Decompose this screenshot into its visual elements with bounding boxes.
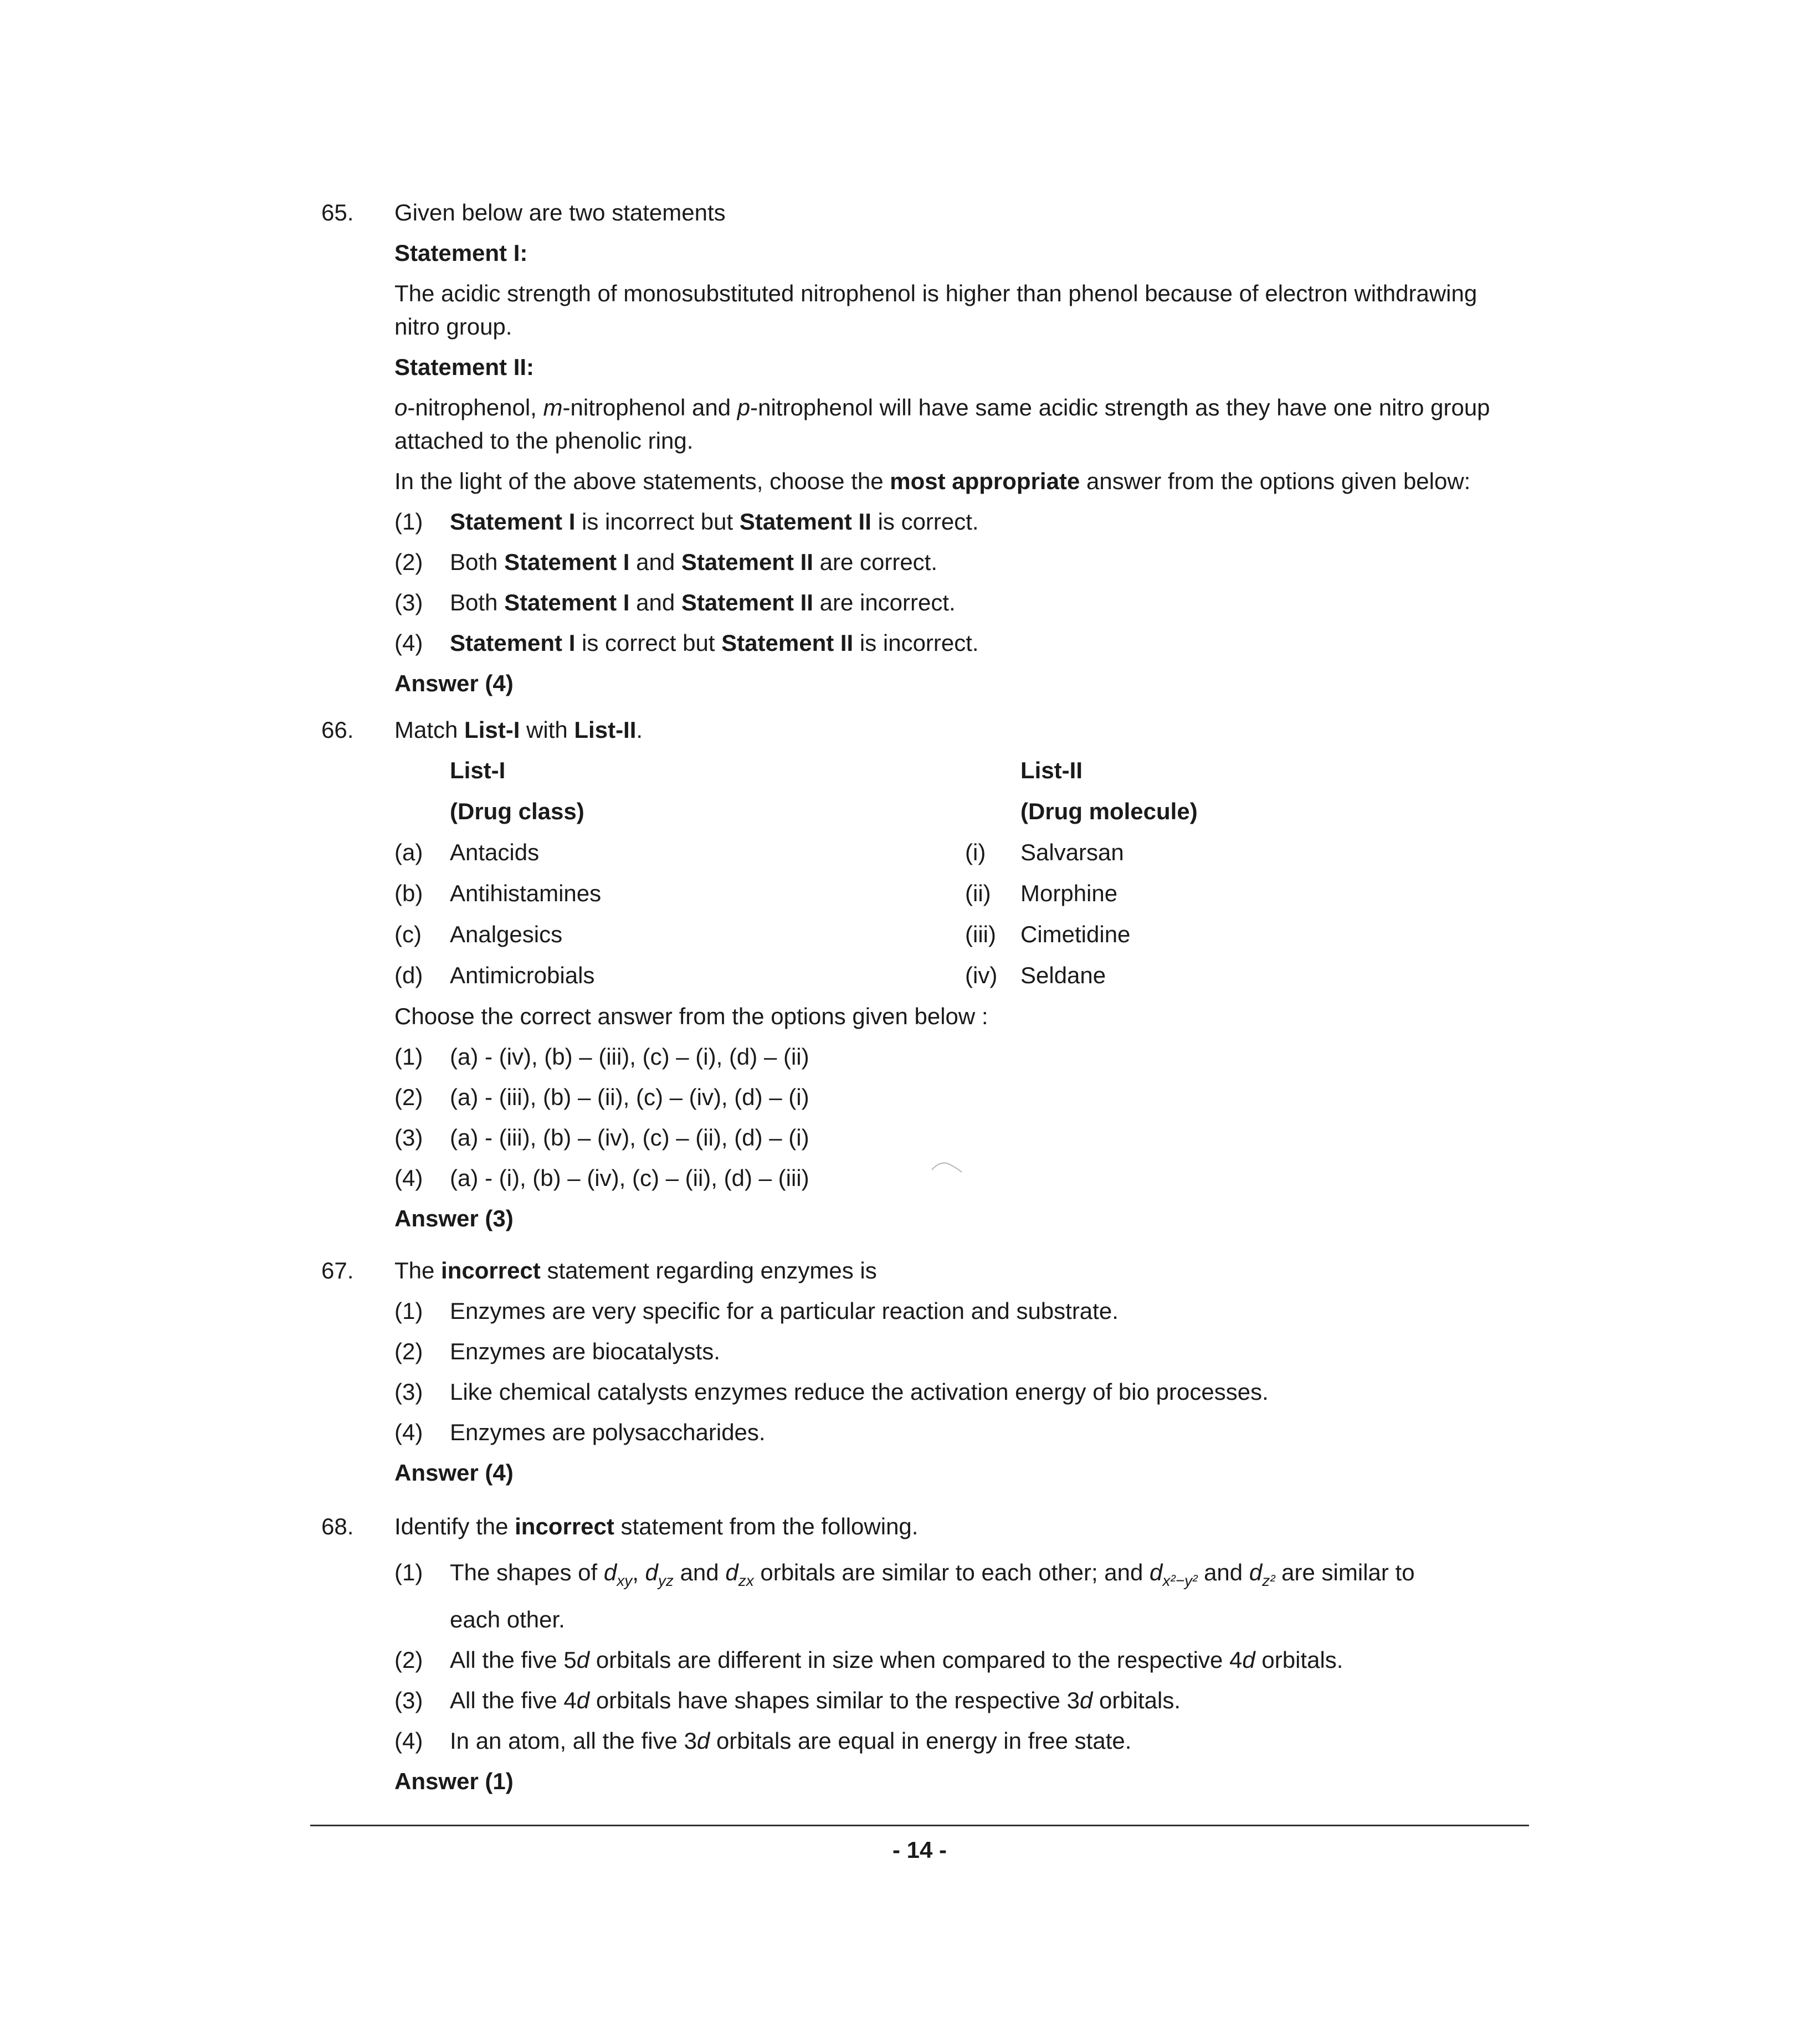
question-68 bbox=[321, 1510, 1540, 1798]
option-1: (1) (a) - (iv), (b) – (iii), (c) – (i), (d) – (ii) bbox=[394, 1044, 809, 1070]
question-number: 68. bbox=[321, 1513, 354, 1539]
list-2-item: Salvarsan bbox=[1020, 839, 1124, 865]
statement-2-text-cont: attached to the phenolic ring. bbox=[394, 428, 694, 454]
list-1-item: Antimicrobials bbox=[450, 962, 595, 988]
scan-mark-decoration bbox=[931, 1158, 964, 1174]
option-1: (1) Enzymes are very specific for a particular reaction and substrate. bbox=[394, 1298, 1119, 1324]
list-1-label: (a) bbox=[394, 839, 423, 865]
option-4: (4) In an atom, all the five 3d orbitals are equal in energy in free state. bbox=[394, 1728, 1132, 1754]
question-stem: Given below are two statements bbox=[394, 199, 726, 225]
option-4: (4) (a) - (i), (b) – (iv), (c) – (ii), (d) – (iii) bbox=[394, 1165, 809, 1191]
option-1: (1) The shapes of $d_{xy}$, $d_{yz}$ and $d_{zx}$ orbitals are similar to each other; and $d_{x^2-y^2}$ and $d_{z^2}$ are similar to bbox=[394, 1559, 1415, 1589]
list-2-label: (i) bbox=[965, 839, 986, 865]
list-1-item: Antacids bbox=[450, 839, 540, 865]
list-1-label: (b) bbox=[394, 880, 423, 906]
list-1-subheading: (Drug class) bbox=[450, 798, 584, 824]
list-1-label: (d) bbox=[394, 962, 423, 988]
option-1: (1) Statement I is incorrect but Statement II is correct. bbox=[394, 509, 979, 535]
option-4: (4) Enzymes are polysaccharides. bbox=[394, 1419, 766, 1445]
answer: Answer (1) bbox=[394, 1768, 514, 1794]
option-2: (2) (a) - (iii), (b) – (ii), (c) – (iv), (d) – (i) bbox=[394, 1084, 809, 1110]
match-table bbox=[394, 754, 1540, 1000]
list-2-item: Morphine bbox=[1020, 880, 1118, 906]
option-3: (3) All the five 4d orbitals have shapes similar to the respective 3d orbitals. bbox=[394, 1687, 1181, 1713]
list-2-item: Cimetidine bbox=[1020, 921, 1131, 947]
question-number: 67. bbox=[321, 1257, 354, 1283]
list-2-label: (iv) bbox=[965, 962, 998, 988]
list-2-label: (ii) bbox=[965, 880, 991, 906]
question-number: 66. bbox=[321, 717, 354, 743]
statement-1-text-cont: nitro group. bbox=[394, 314, 512, 340]
list-1-item: Analgesics bbox=[450, 921, 563, 947]
statement-2-label: Statement II: bbox=[394, 354, 535, 380]
answer: Answer (3) bbox=[394, 1205, 514, 1231]
statement-1-label: Statement I: bbox=[394, 240, 528, 266]
list-2-item: Seldane bbox=[1020, 962, 1106, 988]
answer: Answer (4) bbox=[394, 1460, 514, 1486]
option-1-cont: each other. bbox=[450, 1606, 565, 1632]
question-stem: The incorrect statement regarding enzymes is bbox=[394, 1257, 877, 1283]
list-1-label: (c) bbox=[394, 921, 422, 947]
question-stem: Match List-I with List-II. bbox=[394, 717, 643, 743]
question-prompt: In the light of the above statements, choose the most appropriate answer from the options given below: bbox=[394, 468, 1471, 494]
list-2-label: (iii) bbox=[965, 921, 996, 947]
list-1-item: Antihistamines bbox=[450, 880, 602, 906]
question-prompt: Choose the correct answer from the options given below : bbox=[394, 1003, 988, 1029]
statement-2-text: o-nitrophenol, m-nitrophenol and p-nitrophenol will have same acidic strength as they have one nitro group bbox=[394, 394, 1490, 420]
list-1-heading: List-I bbox=[450, 757, 506, 783]
answer: Answer (4) bbox=[394, 670, 514, 696]
question-66 bbox=[321, 713, 1540, 1235]
list-2-subheading: (Drug molecule) bbox=[1020, 798, 1198, 824]
list-2-heading: List-II bbox=[1020, 757, 1083, 783]
question-number: 65. bbox=[321, 199, 354, 225]
question-65 bbox=[321, 196, 1540, 700]
page-number: - 14 - bbox=[892, 1837, 947, 1863]
option-2: (2) All the five 5d orbitals are different in size when compared to the respective 4d orbitals. bbox=[394, 1647, 1343, 1673]
option-2: (2) Enzymes are biocatalysts. bbox=[394, 1338, 720, 1364]
footer-divider bbox=[310, 1825, 1529, 1826]
question-stem: Identify the incorrect statement from the following. bbox=[394, 1513, 919, 1539]
option-2: (2) Both Statement I and Statement II are correct. bbox=[394, 549, 938, 575]
option-4: (4) Statement I is correct but Statement II is incorrect. bbox=[394, 630, 979, 656]
option-3: (3) Both Statement I and Statement II are incorrect. bbox=[394, 589, 956, 615]
option-3: (3) Like chemical catalysts enzymes reduce the activation energy of bio processes. bbox=[394, 1379, 1269, 1405]
question-67 bbox=[321, 1254, 1540, 1490]
option-3: (3) (a) - (iii), (b) – (iv), (c) – (ii), (d) – (i) bbox=[394, 1124, 809, 1151]
statement-1-text: The acidic strength of monosubstituted nitrophenol is higher than phenol because of electron withdrawing bbox=[394, 280, 1477, 306]
